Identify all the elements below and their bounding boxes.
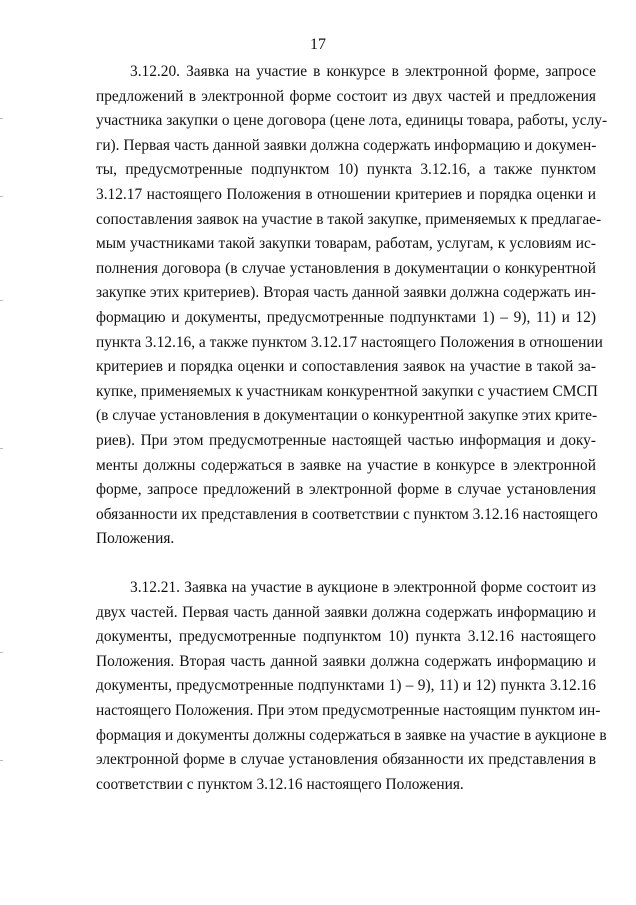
margin-tick xyxy=(0,118,3,119)
text-line: обязанности их представления в соответствии с пунктом 3.12.16 настоящего xyxy=(96,505,598,523)
text-line: менты должны содержаться в заявке на участие в конкурсе в электронной xyxy=(96,456,596,474)
text-line: соответствии с пунктом 3.12.16 настоящего Положения. xyxy=(96,775,464,793)
text-line: формация и документы должны содержаться в заявке на участие в аукционе в xyxy=(96,726,607,744)
text-line: формацию и документы, предусмотренные подпунктами 1) – 9), 11) и 12) xyxy=(96,308,596,326)
text-line: риев). При этом предусмотренные настоящей частью информация и доку- xyxy=(96,431,596,449)
text-line: критериев и порядка оценки и сопоставления заявок на участие в такой за- xyxy=(96,358,596,376)
text-line: (в случае установления в документации о конкурентной закупке этих крите- xyxy=(96,407,598,425)
text-line: предложений в электронной форме состоит из двух частей и предложения xyxy=(96,87,596,105)
text-line: Положения. xyxy=(96,530,175,548)
margin-tick xyxy=(0,760,3,761)
text-line: документы, предусмотренные подпунктом 10) пункта 3.12.16 настоящего xyxy=(96,628,596,646)
text-line: 3.12.17 настоящего Положения в отношении критериев и порядка оценки и xyxy=(96,185,596,203)
margin-tick xyxy=(0,652,3,653)
margin-tick xyxy=(0,196,3,197)
text-line: сопоставления заявок на участие в такой закупке, применяемых к предлагае- xyxy=(96,210,602,228)
page-number: 17 xyxy=(310,36,326,53)
margin-tick xyxy=(0,300,3,301)
text-line: двух частей. Первая часть данной заявки должна содержать информацию и xyxy=(96,603,596,621)
text-line: документы, предусмотренные подпунктами 1) – 9), 11) и 12) пункта 3.12.16 xyxy=(96,677,596,695)
text-line: 3.12.21. Заявка на участие в аукционе в электронной форме состоит из xyxy=(130,579,596,596)
text-line: мым участниками такой закупки товарам, работам, услугам, к условиям ис- xyxy=(96,235,596,253)
text-line: пункта 3.12.16, а также пунктом 3.12.17 настоящего Положения в отношении xyxy=(96,333,603,351)
text-line: 3.12.20. Заявка на участие в конкурсе в электронной форме, запросе xyxy=(130,63,596,80)
text-line: участника закупки о цене договора (цене лота, единицы товара, работы, услу- xyxy=(96,112,608,130)
text-line: Положения. Вторая часть данной заявки должна содержать информацию и xyxy=(96,652,596,670)
text-line: ги). Первая часть данной заявки должна содержать информацию и докумен- xyxy=(96,136,597,154)
text-line: купке, применяемых к участникам конкурентной закупки с участием СМСП xyxy=(96,382,598,400)
paragraph-3-12-20 xyxy=(96,60,608,552)
text-line: настоящего Положения. При этом предусмотренные настоящим пунктом ин- xyxy=(96,701,601,719)
margin-tick xyxy=(0,448,3,449)
text-line: полнения договора (в случае установления в документации о конкурентной xyxy=(96,259,596,277)
text-line: закупке этих критериев). Вторая часть данной заявки должна содержать ин- xyxy=(96,284,596,302)
text-line: электронной форме в случае установления обязанности их представления в xyxy=(96,751,596,769)
paragraph-3-12-21 xyxy=(96,576,607,797)
text-line: ты, предусмотренные подпунктом 10) пункта 3.12.16, а также пунктом xyxy=(96,161,596,179)
scan-margin-marks xyxy=(0,0,4,905)
text-line: форме, запросе предложений в электронной форме в случае установления xyxy=(96,481,596,499)
